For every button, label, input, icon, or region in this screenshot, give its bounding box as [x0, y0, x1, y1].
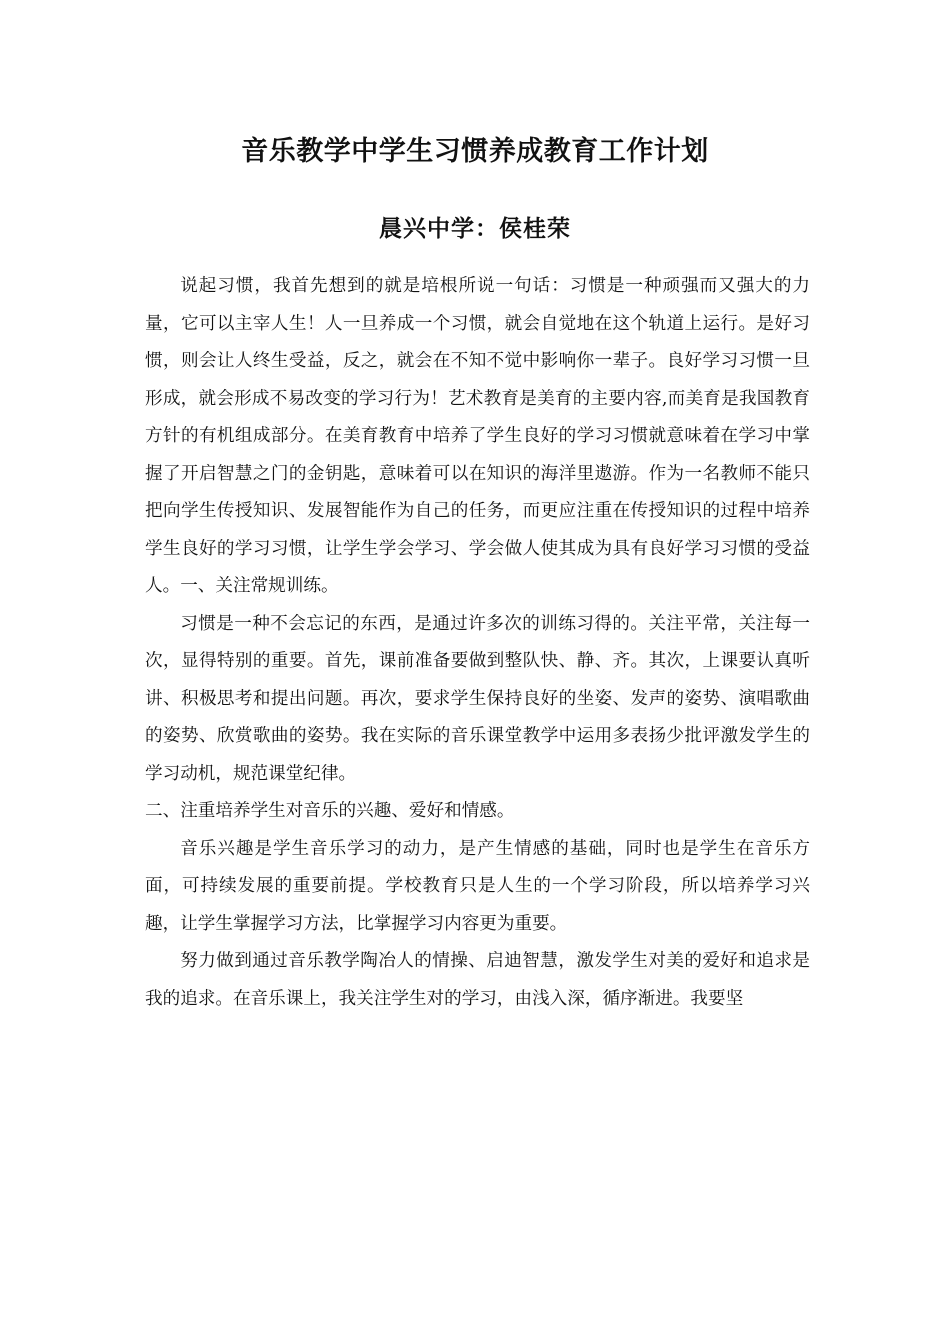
paragraph-2: 习惯是一种不会忘记的东西，是通过许多次的训练习得的。关注平常，关注每一次，显得特别的重要。首先，课前准备要做到整队快、静、齐。其次，上课要认真听讲、积极思考和提出问题。再次，要求学生保持良好的坐姿、发声的姿势、演唱歌曲的姿势、欣赏歌曲的姿势。我在实际的音乐课堂教学中运用多表扬少批评激发学生的学习动机，规范课堂纪律。: [145, 613, 810, 784]
paragraph-3: 音乐兴趣是学生音乐学习的动力，是产生情感的基础，同时也是学生在音乐方面，可持续发展的重要前提。学校教育只是人生的一个学习阶段，所以培养学习兴趣，让学生掌握学习方法，比掌握学习内容更为重要。: [145, 838, 810, 934]
section-heading-2: 二、注重培养学生对音乐的兴趣、爱好和情感。: [145, 801, 515, 821]
document-title: 音乐教学中学生习惯养成教育工作计划: [241, 136, 709, 167]
document-body: [145, 268, 810, 1018]
paragraph-4: 努力做到通过音乐教学陶冶人的情操、启迪智慧，激发学生对美的爱好和追求是我的追求。在音乐课上，我关注学生对的学习，由浅入深，循序渐进。我要坚: [145, 951, 810, 1009]
author-line: 晨兴中学：侯桂荣: [379, 216, 571, 242]
paragraph-1: 说起习惯，我首先想到的就是培根所说一句话：习惯是一种顽强而又强大的力量，它可以主宰人生！人一旦养成一个习惯，就会自觉地在这个轨道上运行。是好习惯，则会让人终生受益，反之，就会在不知不觉中影响你一辈子。良好学习习惯一旦形成，就会形成不易改变的学习行为！艺术教育是美育的主要内容,而美育是我国教育方针的有机组成部分。在美育教育中培养了学生良好的学习习惯就意味着在学习中掌握了开启智慧之门的金钥匙，意味着可以在知识的海洋里遨游。作为一名教师不能只把向学生传授知识、发展智能作为自己的任务，而更应注重在传授知识的过程中培养学生良好的学习习惯，让学生学会学习、学会做人使其成为具有良好学习习惯的受益人。一、关注常规训练。: [145, 276, 810, 596]
